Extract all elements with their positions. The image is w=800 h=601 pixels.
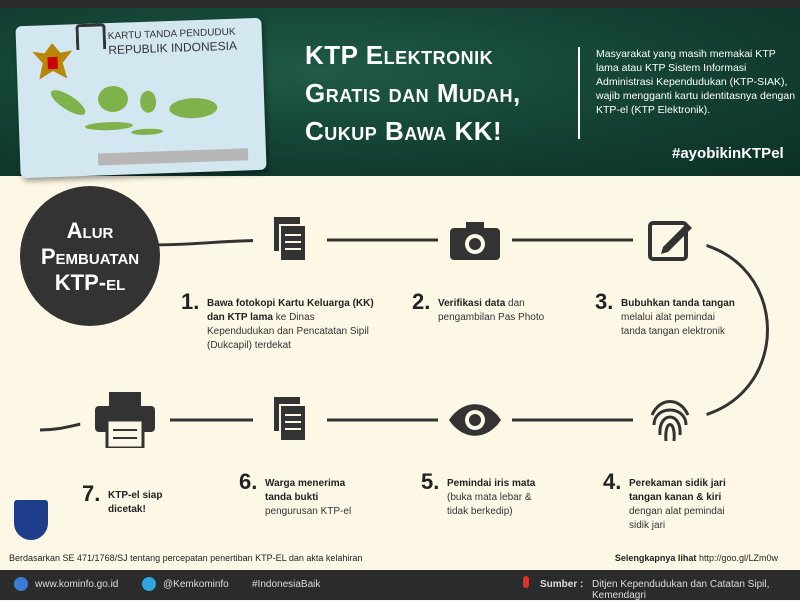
step-number: 3. — [595, 289, 614, 314]
pin-icon — [523, 576, 529, 588]
source-text: Ditjen Kependudukan dan Catatan Sipil, Kemendagri — [592, 579, 770, 601]
footer-hashtag: #IndonesiaBaik — [252, 579, 321, 590]
step-bold: Bawa fotokopi Kartu Keluarga (KK) dan KTP lama — [207, 298, 374, 323]
footer — [0, 570, 800, 600]
step-2 — [412, 289, 563, 325]
signature-pad-icon — [633, 203, 707, 277]
step-bold: Warga menerima tanda bukti — [265, 478, 346, 503]
camera-icon — [438, 203, 512, 277]
card-line-1: KARTU TANDA PENDUDUK — [107, 26, 236, 43]
flow-title-badge — [20, 186, 160, 326]
header-description: Masyarakat yang masih memakai KTP lama atau KTP Sistem Informasi Administrasi Kependudukan (KTP-SIAK), wajib mengganti kartu identitasnya dengan KTP-el (KTP Elektronik). — [596, 48, 796, 116]
title-line: Cukup Bawa KK! — [305, 116, 503, 146]
card-line-2: REPUBLIK INDONESIA — [108, 38, 238, 58]
step-text: (buka mata lebar & tidak berkedip) — [447, 492, 532, 517]
more-info-label: Selengkapnya lihat — [614, 553, 697, 563]
document-icon — [253, 383, 327, 457]
footer-twitter-handle[interactable]: @Kemkominfo — [163, 579, 229, 590]
step-number: 2. — [412, 289, 431, 314]
step-4 — [603, 469, 739, 533]
step-number: 7. — [82, 481, 101, 506]
source-label: Sumber : — [540, 579, 584, 590]
step-bold: Bubuhkan tanda tangan — [621, 298, 735, 309]
step-text: melalui alat pemindai tanda tangan elektronik — [621, 312, 725, 337]
kemendagri-logo-icon — [14, 500, 48, 540]
flow-title-line: Pembuatan — [40, 244, 140, 269]
eye-icon — [438, 383, 512, 457]
footer-website-link[interactable]: www.kominfo.go.id — [35, 579, 119, 590]
step-text: dan pengambilan Pas Photo — [438, 298, 545, 323]
step-bold: Verifikasi data — [438, 298, 506, 309]
step-bold: KTP-el siap dicetak! — [108, 490, 163, 515]
step-bold: Pemindai iris mata — [447, 478, 536, 489]
fingerprint-icon — [633, 383, 707, 457]
more-info-note — [615, 553, 778, 563]
hashtag: #ayobikinKTPel — [672, 145, 784, 162]
kominfo-logo-icon — [14, 577, 28, 591]
step-text: dengan alat pemindai sidik jari — [629, 506, 725, 531]
flow-title-line: Alur — [66, 218, 114, 243]
step-number: 4. — [603, 469, 622, 494]
step-5 — [421, 469, 552, 519]
step-7 — [82, 481, 178, 517]
more-info-link[interactable]: http://goo.gl/LZm0w — [698, 553, 778, 563]
step-1 — [181, 289, 377, 353]
step-number: 5. — [421, 469, 440, 494]
step-3 — [595, 289, 741, 339]
step-number: 6. — [239, 469, 258, 494]
step-text: pengurusan KTP-el — [265, 506, 352, 517]
step-6 — [239, 469, 365, 519]
title-line: Gratis dan Mudah, — [305, 78, 521, 108]
document-icon — [253, 203, 327, 277]
flow-title-line: KTP-el — [54, 270, 126, 295]
title-line: KTP Elektronik — [305, 40, 494, 70]
twitter-icon — [142, 577, 156, 591]
step-number: 1. — [181, 289, 200, 314]
step-text: ke Dinas Kependudukan dan Pencatatan Sipil (Dukcapil) terdekat — [207, 312, 369, 351]
printer-icon — [80, 375, 170, 465]
step-bold: Perekaman sidik jari tangan kanan & kiri — [629, 478, 726, 503]
legal-basis-note: Berdasarkan SE 471/1768/SJ tentang percepatan penertiban KTP-EL dan akta kelahiran — [9, 553, 363, 563]
